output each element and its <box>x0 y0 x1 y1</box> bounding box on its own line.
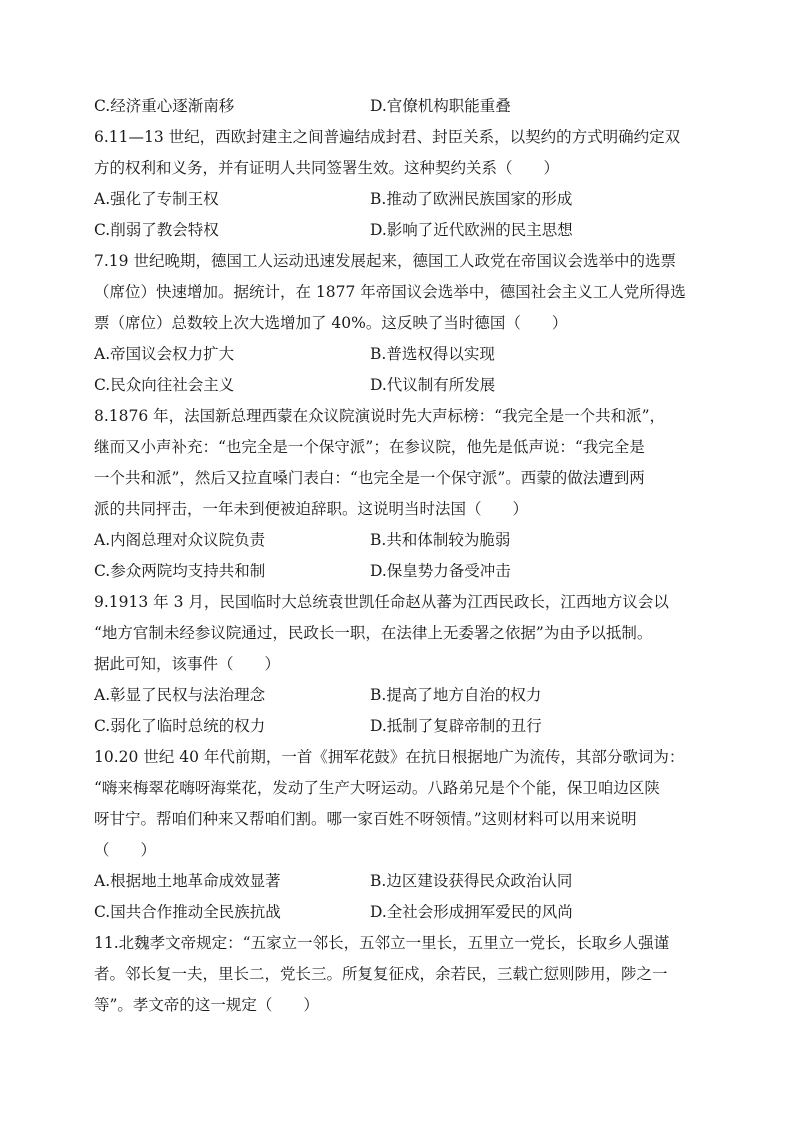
options-row <box>94 525 706 556</box>
option-a: A.根据地土地革命成效显著 <box>94 872 281 890</box>
option-c: C.参众两院均支持共和制 <box>94 562 266 580</box>
question-stem-line: （席位）快速增加。据统计，在 1877 年帝国议会选举中，德国社会主义工人党所得选 <box>94 283 686 301</box>
option-a: A.彰显了民权与法治理念 <box>94 686 266 704</box>
question-stem-line: 者。邻长复一夫，里长二，党长三。所复复征戍，余若民，三载亡愆则陟用，陟之一 <box>94 965 668 983</box>
question-stem-line: 票（席位）总数较上次大选增加了 40%。这反映了当时德国（ ） <box>94 314 568 332</box>
option-a: A.帝国议会权力扩大 <box>94 345 235 363</box>
question-stem-line: 8.1876 年，法国新总理西蒙在众议院演说时先大声标榜：“我完全是一个共和派”， <box>94 407 666 425</box>
option-d: D.影响了近代欧洲的民主思想 <box>370 221 573 239</box>
question-11 <box>94 928 706 1021</box>
question-stem-line: 呀甘宁。帮咱们种来又帮咱们割。哪一家百姓不呀领情。”这则材料可以用来说明 <box>94 810 637 828</box>
option-c: C.弱化了临时总统的权力 <box>94 717 266 735</box>
question-stem-line: “嗨来梅翠花嗨呀海棠花，发动了生产大呀运动。八路弟兄是个个能，保卫咱边区陕 <box>94 779 660 797</box>
question-stem-line: 方的权利和义务，并有证明人共同签署生效。这种契约关系（ ） <box>94 159 560 177</box>
question-stem-line: “地方官制未经参议院通过，民政长一职，在法律上无委署之依据”为由予以抵制。 <box>94 624 653 642</box>
question-9 <box>94 587 706 742</box>
option-d: D.全社会形成拥军爱民的风尚 <box>370 903 573 921</box>
option-d: D.官僚机构职能重叠 <box>370 97 511 115</box>
question-stem-line: 10.20 世纪 40 年代前期，一首《拥军花鼓》在抗日根据地广为流传，其部分歌词为： <box>94 748 685 766</box>
option-a: A.强化了专制王权 <box>94 190 219 208</box>
options-row <box>94 897 706 928</box>
exam-page <box>94 91 706 1021</box>
options-row <box>94 215 706 246</box>
question-stem-line: 等”。孝文帝的这一规定（ ） <box>94 996 319 1014</box>
option-c: C.国共合作推动全民族抗战 <box>94 903 281 921</box>
option-b: B.提高了地方自治的权力 <box>370 686 542 704</box>
question-6 <box>94 122 706 246</box>
options-row <box>94 680 706 711</box>
question-stem-line: 11.北魏孝文帝规定：“五家立一邻长，五邻立一里长，五里立一党长，长取乡人强谨 <box>94 934 670 952</box>
option-c: C.削弱了教会特权 <box>94 221 219 239</box>
option-b: B.共和体制较为脆弱 <box>370 531 511 549</box>
option-b: B.边区建设获得民众政治认同 <box>370 872 573 890</box>
question-stem-line: 一个共和派”，然后又拉直嗓门表白：“也完全是一个保守派”。西蒙的做法遭到两 <box>94 469 645 487</box>
question-stem-line: 据此可知，该事件（ ） <box>94 655 281 673</box>
option-b: B.推动了欧洲民族国家的形成 <box>370 190 573 208</box>
options-row <box>94 711 706 742</box>
options-row <box>94 184 706 215</box>
option-d: D.保皇势力备受冲击 <box>370 562 511 580</box>
question-stem-line: 7.19 世纪晚期，德国工人运动迅速发展起来，德国工人政党在帝国议会选举中的选票 <box>94 252 676 270</box>
option-d: D.抵制了复辟帝制的丑行 <box>370 717 542 735</box>
question-stem-line: 9.1913 年 3 月，民国临时大总统袁世凯任命赵从蕃为江西民政长，江西地方议会以 <box>94 593 669 611</box>
question-8 <box>94 401 706 587</box>
options-row <box>94 556 706 587</box>
option-c: C.民众向往社会主义 <box>94 376 235 394</box>
question-stem-line: 6.11—13 世纪，西欧封建主之间普遍结成封君、封臣关系，以契约的方式明确约定双 <box>94 128 681 146</box>
option-d: D.代议制有所发展 <box>370 376 496 394</box>
question-7 <box>94 246 706 401</box>
option-c: C.经济重心逐渐南移 <box>94 97 235 115</box>
option-a: A.内阁总理对众议院负责 <box>94 531 266 549</box>
options-row <box>94 370 706 401</box>
question-stem-line: 继而又小声补充：“也完全是一个保守派”；在参议院，他先是低声说：“我完全是 <box>94 438 645 456</box>
question-10 <box>94 742 706 928</box>
question-stem-line: （ ） <box>94 841 157 859</box>
options-row <box>94 339 706 370</box>
question-stem-line: 派的共同抨击，一年未到便被迫辞职。这说明当时法国（ ） <box>94 500 529 518</box>
options-row <box>94 91 706 122</box>
option-b: B.普选权得以实现 <box>370 345 495 363</box>
options-row <box>94 866 706 897</box>
